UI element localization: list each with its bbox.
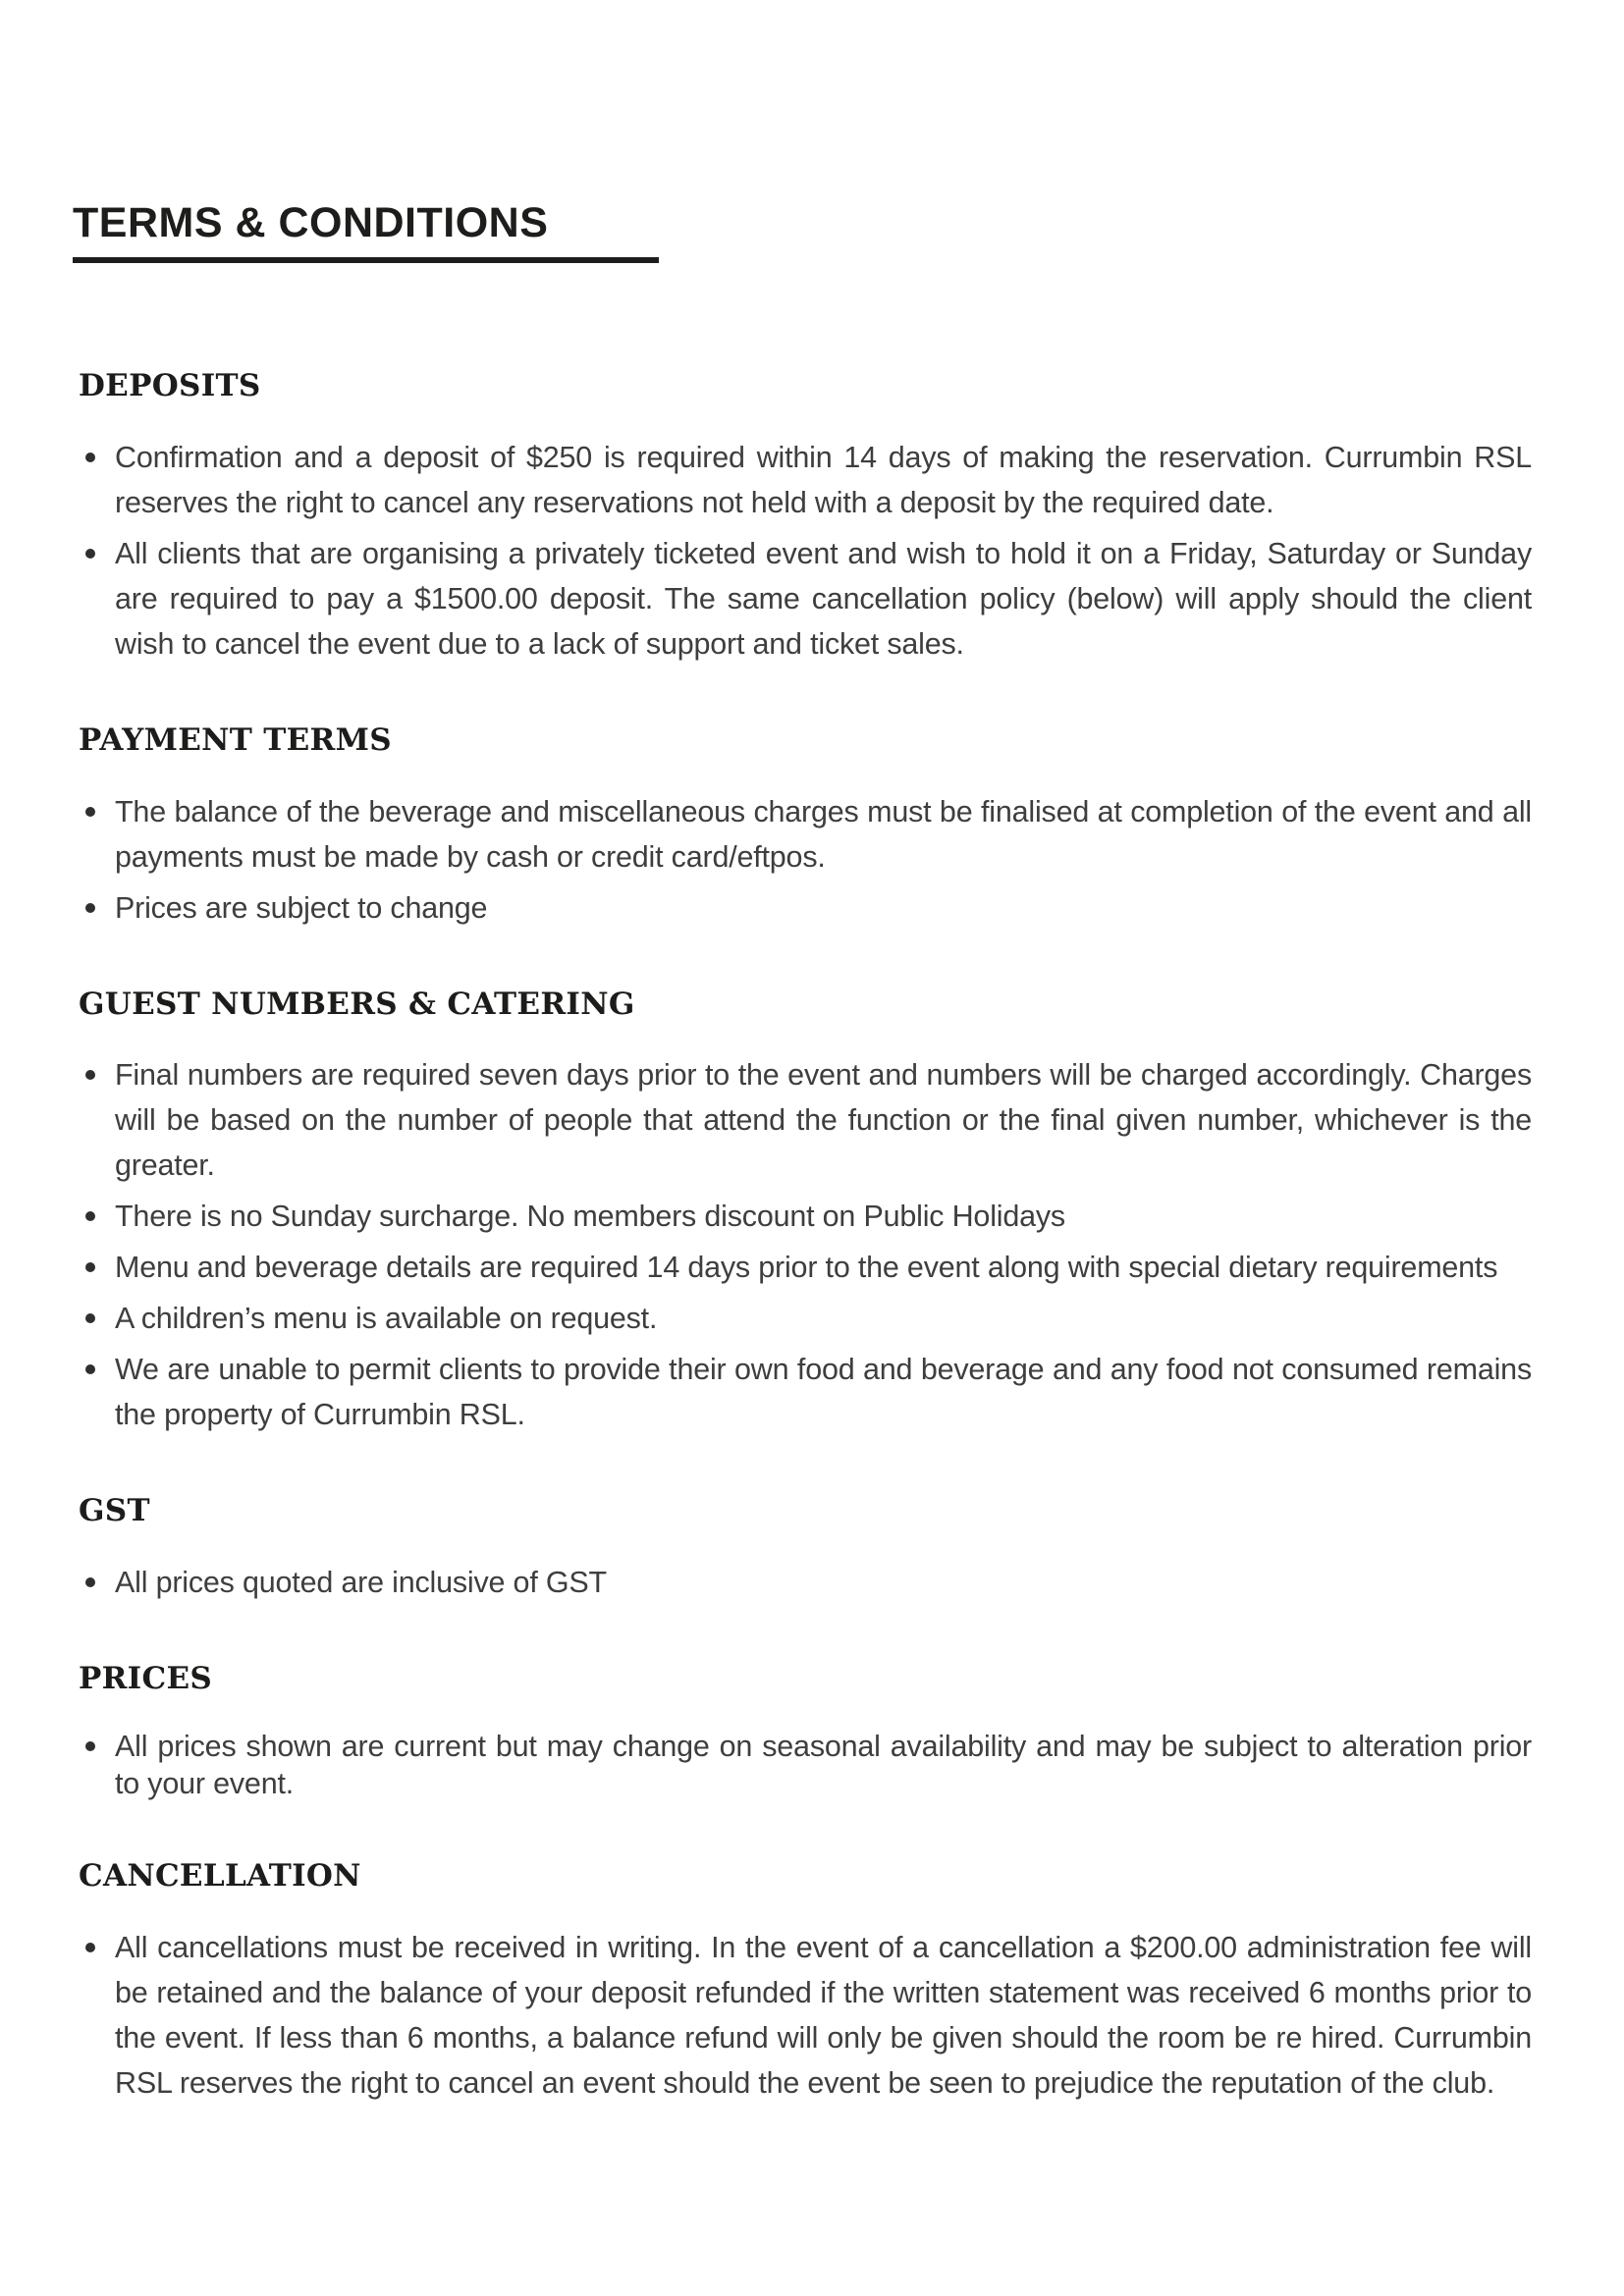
bullet-text: All clients that are organising a privately ticketed event and wish to hold it on a Friday, Saturday or Sunday are required to pay a $1500.00 deposit. The same cancellation policy (below) will apply should the client wish to cancel the event due to a lack of support and ticket sales. (115, 536, 1532, 661)
bullet-dot-icon (85, 1313, 95, 1323)
section-gst (79, 1492, 1532, 1605)
bullet-dot-icon (85, 1741, 95, 1751)
section-heading: PRICES (79, 1661, 213, 1696)
bullet-text: Prices are subject to change (115, 890, 488, 925)
bullet-dot-icon (85, 1211, 95, 1221)
bullet-list (79, 1925, 1532, 2106)
section-heading: GUEST NUMBERS & CATERING (79, 986, 635, 1022)
section-heading: GST (79, 1493, 150, 1529)
section-heading: DEPOSITS (79, 368, 261, 403)
bullet-dot-icon (85, 549, 95, 559)
bullet-dot-icon (85, 1577, 95, 1587)
list-item (79, 1560, 1532, 1605)
bullet-dot-icon (85, 1943, 95, 1952)
bullet-text: Final numbers are required seven days prior to the event and numbers will be charged accordingly. Charges will be based on the number of people that attend the function or the final given number, whichever is the greater. (115, 1058, 1532, 1183)
bullet-list (79, 1052, 1532, 1437)
list-item (79, 1245, 1532, 1290)
list-item (79, 1052, 1532, 1188)
list-item (79, 885, 1532, 931)
list-item (79, 531, 1532, 667)
bullet-dot-icon (85, 1364, 95, 1374)
section-heading: PAYMENT TERMS (79, 721, 392, 758)
list-item (79, 1296, 1532, 1341)
bullet-list (79, 1728, 1532, 1802)
bullet-dot-icon (85, 903, 95, 913)
bullet-dot-icon (85, 1262, 95, 1272)
bullet-text: A children’s menu is available on request. (115, 1302, 658, 1336)
list-item (79, 435, 1532, 525)
section-payment-terms (79, 721, 1532, 931)
bullet-text: We are unable to permit clients to provide their own food and beverage and any food not consumed remains the property of Currumbin RSL. (115, 1353, 1532, 1432)
bullet-dot-icon (85, 1070, 95, 1080)
list-item (79, 1728, 1532, 1802)
bullet-dot-icon (85, 807, 95, 817)
bullet-dot-icon (85, 453, 95, 462)
bullet-text: All prices shown are current but may change on seasonal availability and may be subject to alteration prior to your event. (115, 1729, 1532, 1800)
bullet-text: There is no Sunday surcharge. No members discount on Public Holidays (115, 1200, 1065, 1234)
bullet-list (79, 789, 1532, 931)
list-item (79, 1925, 1532, 2106)
section-heading: CANCELLATION (79, 1857, 361, 1894)
page-title: TERMS & CONDITIONS (73, 199, 549, 246)
bullet-list (79, 1560, 1532, 1605)
list-item (79, 1347, 1532, 1437)
section-guest-numbers-catering (79, 986, 1532, 1438)
section-prices (79, 1660, 1532, 1802)
section-cancellation (79, 1857, 1532, 2106)
title-underline (73, 257, 659, 263)
section-deposits (79, 367, 1532, 667)
bullet-text: Confirmation and a deposit of $250 is required within 14 days of making the reservation. Currumbin RSL reserves the right to cancel any reservations not held with a deposit by the required date. (115, 440, 1532, 519)
bullet-list (79, 435, 1532, 667)
bullet-text: Menu and beverage details are required 14 days prior to the event along with special dietary requirements (115, 1251, 1498, 1285)
list-item (79, 789, 1532, 880)
list-item (79, 1194, 1532, 1239)
bullet-text: All cancellations must be received in writing. In the event of a cancellation a $200.00 administration fee will be retained and the balance of your deposit refunded if the written statement was received 6 months prior to the event. If less than 6 months, a balance refund will only be given should the room be re hired. Currumbin RSL reserves the right to cancel an event should the event be seen to prejudice the reputation of the club. (115, 1930, 1532, 2100)
bullet-text: The balance of the beverage and miscellaneous charges must be finalised at completion of the event and all payments must be made by cash or credit card/eftpos. (115, 794, 1532, 874)
bullet-text: All prices quoted are inclusive of GST (115, 1566, 607, 1599)
